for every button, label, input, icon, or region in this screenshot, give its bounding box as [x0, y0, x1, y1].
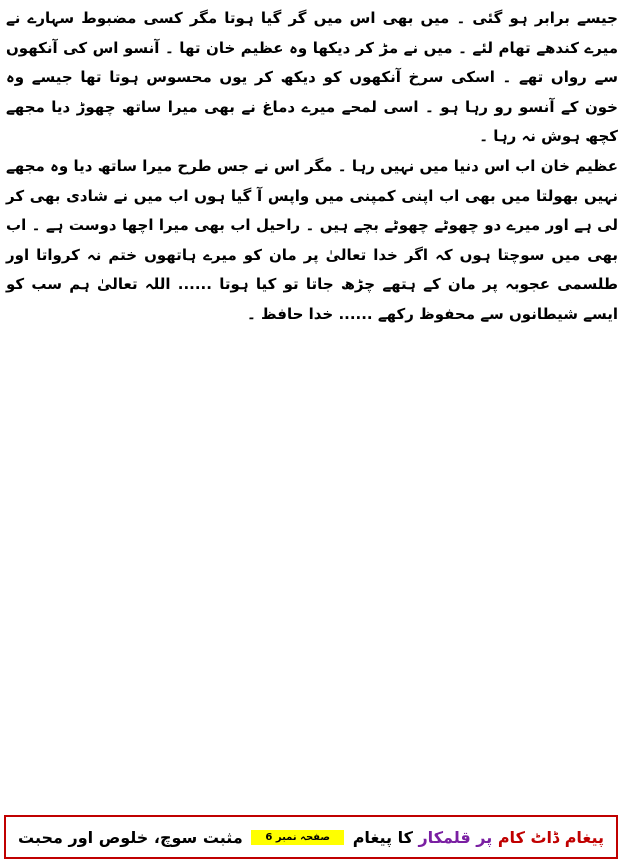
story-paragraph-1: جیسے برابر ہو گئی ۔ میں بھی اس میں گر گیا ہوتا مگر کسی مضبوط سہارے نے میرے کندھے تھام لئے ۔ میں نے مڑ کر دیکھا وہ عظیم خان تھا ۔ آنسو اس کی آنکھوں سے رواں تھے ۔ اسکی سرخ آنکھوں کو دیکھ کر یوں محسوس ہوتا تھا جیسے وہ خون کے آنسو رو رہا ہو ۔ اسی لمحے میرے دماغ نے بھی میرا ساتھ چھوڑ دیا مجھے کچھ ہوش نہ رہا ۔: [6, 9, 618, 146]
footer-slogan: مثبت سوچ، خلوص اور محبت: [18, 827, 243, 847]
brand-site-name: پیغام ڈاٹ کام: [497, 827, 604, 847]
brand-message-word: کا پیغام: [352, 827, 419, 847]
story-paragraph-2: عظیم خان اب اس دنیا میں نہیں رہا ۔ مگر اس نے جس طرح میرا ساتھ دیا وہ مجھے نہیں بھولتا میں بھی اب اپنی کمپنی میں واپس آ گیا ہوں اب میں نے شادی بھی کر لی ہے اور میرے دو چھوٹے چھوٹے بچے ہیں ۔ راحیل اب بھی میرا اچھا دوست ہے ۔ اب بھی میں سوچتا ہوں کہ اگر خدا تعالیٰ پر مان کو میرے ہاتھوں ختم نہ کرواتا اور طلسمی عجوبہ پر مان کے ہتھے چڑھ جاتا تو کیا ہوتا ...... اللہ تعالیٰ ہم سب کو ایسے شیطانوں سے محفوظ رکھے ...... خدا حافظ ۔: [6, 156, 618, 323]
footer-brand: [353, 828, 604, 847]
brand-writer-word: پر قلمکار: [418, 827, 498, 847]
page-footer: [4, 815, 618, 859]
page-body: [6, 4, 618, 330]
page-number-badge: صفحہ نمبر 6: [251, 830, 344, 845]
